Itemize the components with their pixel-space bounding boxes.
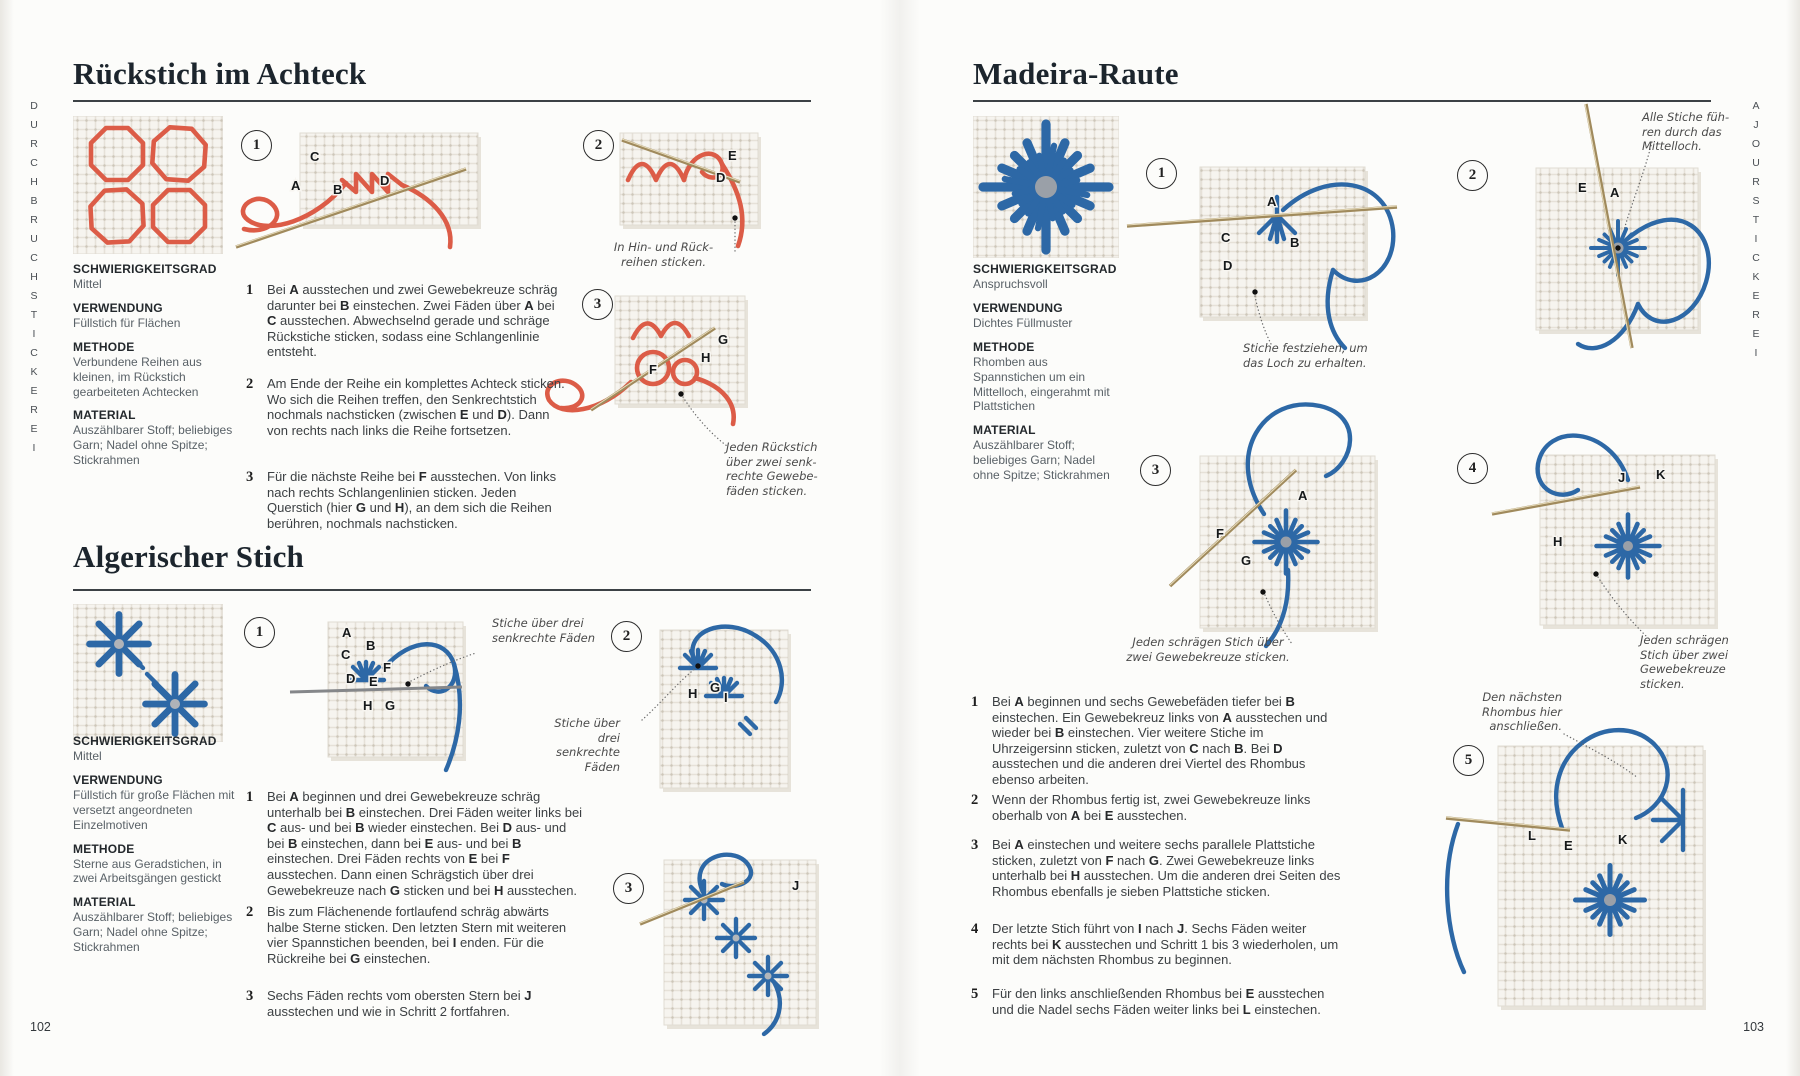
- stitch-label: F: [649, 362, 657, 377]
- step-badge: 1: [241, 130, 272, 161]
- step-badge: 5: [1453, 745, 1484, 776]
- stitch-label: C: [310, 149, 320, 164]
- step-number: 1: [971, 694, 979, 710]
- caption-line: zwei Gewebekreuze sticken.: [1126, 649, 1290, 664]
- title-rule: [73, 589, 811, 591]
- page-number-right: 103: [1743, 1020, 1764, 1034]
- stitch-sample-rueckstich: [73, 116, 223, 254]
- callout-dot: [732, 215, 737, 220]
- step-badge: 2: [611, 621, 642, 652]
- stitch-label: A: [1267, 194, 1277, 209]
- info-panel-madeira: [973, 262, 1123, 483]
- step-text: Wenn der Rhombus fertig ist, zwei Gewebekreuze links oberhalb von A bei E ausstechen.: [992, 792, 1311, 823]
- step-number: 5: [971, 986, 979, 1002]
- caption-line: das Loch zu erhalten.: [1243, 355, 1367, 370]
- figure-caption: [1468, 690, 1562, 734]
- callout-dot: [405, 681, 410, 686]
- info-label: VERWENDUNG: [973, 300, 1063, 315]
- caption-line: Stiche über: [554, 716, 620, 730]
- caption-line: sticken.: [1640, 677, 1685, 692]
- section-title-algerischer: Algerischer Stich: [73, 539, 304, 574]
- caption-line: Mittelloch.: [1642, 139, 1702, 154]
- stitch-label: K: [1618, 832, 1628, 847]
- stitch-label: G: [1241, 553, 1252, 568]
- step-number: 2: [246, 376, 254, 392]
- stitch-label: F: [383, 660, 391, 675]
- caption-line: Jeden schrägen Stich über: [1132, 635, 1284, 649]
- callout-dot: [678, 391, 683, 396]
- section-title-madeira: Madeira-Raute: [973, 56, 1179, 91]
- fig-rueckstich-2: [592, 118, 762, 258]
- step-text: Für die nächste Reihe bei F ausstechen. Von links nach rechts Schlangenlinien sticken. Jeden Querstich (hier G und H), an dem sich die Reihen berühren, nochmals nachsticken.: [267, 469, 557, 531]
- stitch-label: B: [1290, 235, 1300, 250]
- info-label: VERWENDUNG: [73, 300, 163, 315]
- step-badge: 3: [613, 873, 644, 904]
- stitch-label: J: [792, 878, 800, 893]
- figure-caption: [1640, 633, 1732, 692]
- info-label: METHODE: [73, 841, 135, 856]
- stitch-label: E: [1564, 838, 1573, 853]
- instruction-step: [971, 921, 1344, 968]
- stitch-label: B: [333, 182, 343, 197]
- step-text: Für den links anschließenden Rhombus bei E ausstechen und die Nadel sechs Fäden weiter links bei L einstechen.: [992, 986, 1325, 1017]
- caption-line: Rhombus hier: [1481, 704, 1562, 719]
- step-number: 2: [971, 792, 979, 808]
- step-number: 3: [246, 988, 254, 1004]
- step-text: Am Ende der Reihe ein komplettes Achteck sticken. Wo sich die Reihen treffen, den Senkrechtstich nochmals nachsticken (zwischen E und D). Dann von rechts nach links die Reihe fortsetzen.: [267, 376, 565, 438]
- stitch-label: A: [342, 625, 352, 640]
- fabric: [660, 630, 788, 788]
- fig-algerischer-3: [632, 842, 822, 1038]
- callout-dot: [1252, 289, 1257, 294]
- stitch-label: E: [728, 148, 737, 163]
- instruction-step: [246, 904, 583, 966]
- instruction-step: [246, 469, 567, 531]
- fig-rueckstich-1: [230, 123, 485, 263]
- info-label: SCHWIERIGKEITSGRAD: [73, 262, 217, 276]
- step-text: Bei A beginnen und sechs Gewebefäden tiefer bei B einstechen. Ein Gewebekreuz links von A ausstechen und wieder bei B einstechen. Vier weitere Stiche im Uhrzeigersinn sticken, zuletzt von C nach B. Bei D ausstechen und die anderen drei Viertel des Rhombus ebenso arbeiten.: [992, 694, 1328, 787]
- center-hole: [1035, 176, 1057, 198]
- fig-algerischer-2: [640, 608, 795, 808]
- stitch-label: C: [341, 647, 351, 662]
- step-text: Bei A ausstechen und zwei Gewebekreuze schräg darunter bei B einstechen. Zwei Fäden über A bei C ausstechen. Abwechselnd gerade und schräge Rückstiche sticken, sodass eine Schlangenlinie entsteht.: [267, 282, 558, 360]
- step-number: 1: [246, 282, 254, 298]
- center-hole: [1281, 537, 1292, 548]
- step-text: Bei A beginnen und drei Gewebekreuze schräg unterhalb bei B einstechen. Drei Fäden weiter links bei C aus- und bei B wieder einstechen. Bei D aus- und bei B einstechen, dann bei E aus- und bei B einstechen. Drei Fäden rechts von E bei F ausstechen. Dann einen Schrägstich über drei Gewebekreuze nach G sticken und bei H ausstechen.: [267, 789, 583, 898]
- caption-line: reihen sticken.: [620, 254, 706, 269]
- caption-line: über zwei senk-: [726, 454, 817, 469]
- step-badge: 4: [1457, 453, 1488, 484]
- instruction-step: [971, 694, 1344, 788]
- section-title-rueckstich: Rückstich im Achteck: [73, 56, 367, 91]
- title-rule: [73, 100, 811, 102]
- page-gutter: [880, 0, 920, 1076]
- stitch-label: G: [710, 680, 721, 695]
- info-value: Mittel: [73, 277, 102, 291]
- info-value: Auszählbarer Stoff; beliebiges Garn; Nadel ohne Spitze; Stickrahmen: [973, 438, 1110, 482]
- fig-algerischer-1: [288, 606, 478, 774]
- stitch-sample-algerischer: [73, 604, 223, 742]
- info-label: SCHWIERIGKEITSGRAD: [973, 262, 1117, 276]
- callout-dot: [1593, 571, 1598, 576]
- info-value: Dichtes Füllmuster: [973, 315, 1073, 330]
- step-badge: 2: [1457, 160, 1488, 191]
- stitch-label: H: [688, 686, 698, 701]
- page-edge-right: [1786, 0, 1800, 1076]
- stitch-label: A: [291, 178, 301, 193]
- page-number-left: 102: [30, 1020, 51, 1034]
- callout-dot: [695, 663, 700, 668]
- info-label: MATERIAL: [73, 895, 136, 910]
- step-number: 2: [246, 904, 254, 920]
- stitch-label: G: [718, 332, 729, 347]
- info-value: Verbundene Reihen aus kleinen, im Rückstich gearbeiteten Achtecken: [73, 354, 202, 399]
- stitch-label: H: [363, 698, 373, 713]
- step-text: Bei A einstechen und weitere sechs parallele Plattstiche sticken, zuletzt von F nach G. Zwei Gewebekreuze links unterhalb bei H ausstechen. Um die anderen drei Seiten des Rhombus ebenfalls je sieben Plattstiche sticken.: [992, 837, 1341, 899]
- caption-line: ren durch das: [1642, 124, 1722, 139]
- figure-caption: [1078, 635, 1338, 664]
- info-value: Mittel: [73, 749, 102, 763]
- stitch-label: D: [1223, 258, 1233, 273]
- instruction-step: [246, 789, 583, 898]
- fig-rueckstich-3: [535, 288, 750, 453]
- info-value: Auszählbarer Stoff; beliebiges Garn; Nadel ohne Spitze; Stickrahmen: [73, 910, 233, 954]
- step-badge: 3: [582, 289, 613, 320]
- step-number: 1: [246, 789, 254, 805]
- fig-madeira-5: [1438, 688, 1738, 1033]
- step-number: 3: [971, 837, 979, 853]
- star-center: [114, 639, 124, 649]
- callout-dot: [1615, 245, 1620, 250]
- caption-line: Jeden schrägen: [1640, 633, 1729, 647]
- stitch-label: J: [1618, 470, 1626, 485]
- info-panel-rueckstich: [73, 262, 237, 468]
- thread: [1447, 824, 1464, 972]
- info-label: MATERIAL: [973, 423, 1036, 438]
- caption-line: Fäden: [584, 760, 620, 775]
- figure-caption: [536, 716, 620, 775]
- info-label: VERWENDUNG: [73, 772, 163, 787]
- stitch-label: B: [366, 638, 376, 653]
- info-label: METHODE: [73, 339, 135, 354]
- step-number: 3: [246, 469, 254, 485]
- fig-madeira-3: [1168, 378, 1423, 650]
- step-badge: 1: [1146, 158, 1177, 189]
- caption-line: Stiche festziehen, um: [1243, 341, 1368, 355]
- info-value: Füllstich für große Flächen mit versetzt angeordneten Einzelmotiven: [73, 787, 235, 832]
- info-value: Füllstich für Flächen: [73, 315, 181, 330]
- instruction-step: [971, 792, 1344, 823]
- caption-line: Stiche über drei: [492, 616, 584, 630]
- info-value: Sterne aus Geradstichen, in zwei Arbeitsgängen gestickt: [73, 856, 222, 886]
- stitch-label: C: [1221, 230, 1231, 245]
- caption-line: Alle Stiche füh-: [1642, 110, 1730, 124]
- step-number: 4: [971, 921, 979, 937]
- stitch-label: F: [1216, 526, 1224, 541]
- fig-madeira-4: [1488, 388, 1733, 644]
- info-value: Anspruchsvoll: [973, 277, 1048, 291]
- stitch-label: H: [1553, 534, 1563, 549]
- step-badge: 3: [1140, 455, 1171, 486]
- stitch-label: L: [1528, 828, 1536, 843]
- fig-madeira-1: [1125, 112, 1425, 352]
- chapter-sidebar-left: DURCHBRUCHSTICKEREI: [28, 100, 40, 461]
- caption-line: In Hin- und Rück-: [613, 240, 714, 254]
- stitch-label: D: [380, 173, 390, 188]
- stitch-label: A: [1298, 488, 1308, 503]
- step-text: Sechs Fäden rechts vom obersten Stern bei J ausstechen und wie in Schritt 2 fortfahren.: [267, 988, 532, 1019]
- step-text: Bis zum Flächenende fortlaufend schräg abwärts halbe Sterne sticken. Den letzten Stern mit weiteren vier Spannstichen beenden, bei I enden. Für die Rückreihe bei G einstechen.: [267, 904, 567, 966]
- page-edge-left: [0, 0, 14, 1076]
- figure-caption: [726, 440, 821, 499]
- step-badge: 1: [244, 617, 275, 648]
- info-label: SCHWIERIGKEITSGRAD: [73, 734, 217, 748]
- center-hole: [1604, 894, 1616, 906]
- caption-line: Stich über zwei: [1640, 647, 1729, 662]
- instruction-step: [246, 282, 567, 360]
- info-panel-algerischer: [73, 734, 237, 955]
- caption-line: fäden sticken.: [726, 484, 808, 499]
- caption-line: Gewebekreuze: [1640, 662, 1726, 677]
- figure-caption: [596, 240, 731, 269]
- figure-caption: [1642, 110, 1734, 154]
- stitch-label: D: [346, 671, 356, 686]
- caption-line: anschließen.: [1489, 719, 1562, 734]
- info-label: MATERIAL: [73, 408, 136, 423]
- stitch-sample-madeira: [973, 116, 1119, 258]
- figure-caption: [492, 616, 597, 645]
- instruction-step: [971, 986, 1344, 1017]
- star-center: [170, 699, 180, 709]
- caption-line: senkrechte Fäden: [492, 630, 595, 645]
- chapter-sidebar-right: AJOURSTICKEREI: [1750, 100, 1762, 366]
- caption-line: rechte Gewebe-: [726, 469, 818, 484]
- step-text: Der letzte Stich führt von I nach J. Sechs Fäden weiter rechts bei K ausstechen und Schritt 1 bis 3 wiederholen, um mit dem nächsten Rhombus zu beginnen.: [992, 921, 1339, 968]
- instruction-step: [971, 837, 1344, 899]
- stitch-label: H: [701, 350, 711, 365]
- callout-dot: [1260, 589, 1265, 594]
- caption-line: Jeden Rückstich: [726, 440, 818, 454]
- stitch-label: K: [1656, 467, 1666, 482]
- stitch-label: E: [1578, 180, 1587, 195]
- step-badge: 2: [583, 130, 614, 161]
- stitch-label: A: [1610, 185, 1620, 200]
- stitch-label: G: [385, 698, 396, 713]
- instruction-step: [246, 376, 567, 438]
- caption-line: Den nächsten: [1482, 690, 1562, 704]
- instruction-step: [246, 988, 583, 1019]
- info-value: Auszählbarer Stoff; beliebiges Garn; Nadel ohne Spitze; Stickrahmen: [73, 423, 233, 468]
- stitch-label: I: [724, 690, 728, 705]
- stitch-label: D: [716, 170, 726, 185]
- stitch-label: E: [369, 674, 378, 689]
- star-center: [733, 935, 740, 942]
- info-value: Rhomben aus Spannstichen um ein Mittelloch, eingerahmt mit Plattstichen: [973, 354, 1110, 414]
- star-center: [765, 973, 772, 980]
- figure-caption: [1243, 341, 1423, 370]
- center-hole: [1623, 541, 1633, 551]
- caption-line: drei senkrechte: [555, 730, 620, 760]
- info-label: METHODE: [973, 339, 1035, 354]
